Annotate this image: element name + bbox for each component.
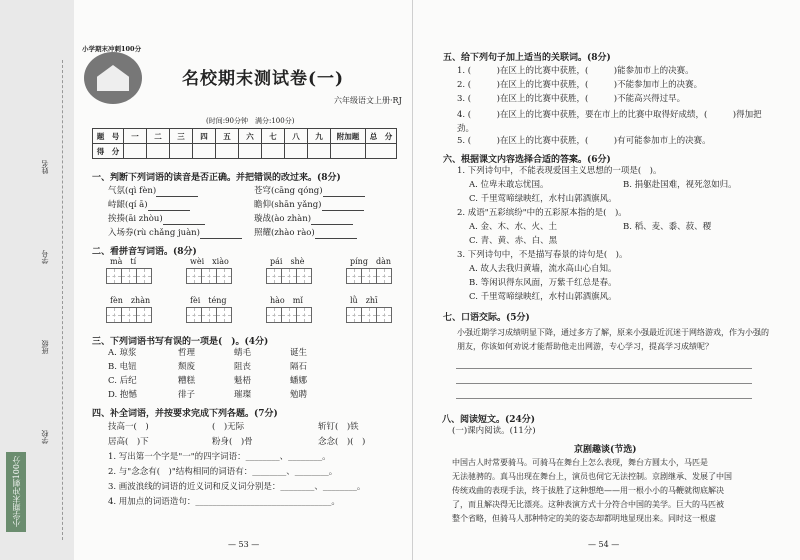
score-cell[interactable]	[147, 144, 170, 159]
brand-badge-text: 小学期末冲刺100分	[82, 45, 142, 53]
q5-item[interactable]: 3. ( )在区上的比赛中获胜，( )不能高兴得过早。	[457, 94, 686, 104]
passage-line: 整个省略，但骑马人那种特定的美的姿态却都明地显现出来。同时这一根虚	[452, 514, 716, 523]
q5-item[interactable]: 5. ( )在区上的比赛中获胜，( )有可能参加市上的决赛。	[457, 136, 711, 146]
score-cell[interactable]	[170, 144, 193, 159]
passage-line: 传统戏曲的表现手法，终于拔胜了这种想绝——用一根小小的马鞭就彻底解决	[452, 486, 724, 495]
q6-question: 1. 下列诗句中，不能表现爱国主义思想的一项是( )。	[457, 166, 662, 176]
score-cell[interactable]	[262, 144, 285, 159]
passage-line: 了，而且解决得无比漂亮。这种表演方式十分符合中国的美学。巨大的马匹被	[452, 500, 724, 509]
q1-item: 气氛(qì fèn)	[108, 186, 198, 197]
score-header: 二	[147, 129, 170, 144]
q4-sub[interactable]: 4. 用加点的词语造句：________________________________。	[108, 497, 340, 507]
q5-item[interactable]: 1. ( )在区上的比赛中获胜，( )能参加市上的决赛。	[457, 66, 694, 76]
subtitle: 六年级语文上册·RJ	[334, 96, 402, 105]
pinyin-label: pái shè	[270, 257, 305, 266]
score-row	[93, 144, 397, 159]
score-header: 五	[216, 129, 239, 144]
tian-grid[interactable]	[106, 268, 151, 284]
q1-title: 一、判断下列词语的读音是否正确。并把错误的改过来。(8分)	[92, 173, 341, 183]
score-header: 附加题	[331, 129, 366, 144]
q6-option[interactable]: B. 捐躯赴国难，视死忽如归。	[623, 180, 737, 190]
q4-word[interactable]: 念念( )( )	[318, 437, 366, 447]
pinyin-label: fèi téng	[190, 296, 227, 305]
q6-option[interactable]: C. 青、黄、赤、白、黑	[469, 236, 558, 246]
q2-title: 二、看拼音写词语。(8分)	[92, 247, 197, 257]
class-label: 班级	[41, 340, 49, 354]
q4-word[interactable]: 斩钉( )铁	[318, 422, 359, 432]
q5-item[interactable]: 4. ( )在区上的比赛中获胜，要在市上的比赛中取得好成绩，( )得加把劲。	[457, 110, 762, 134]
q4-word[interactable]: 居高( )下	[108, 437, 149, 447]
score-cell[interactable]	[124, 144, 147, 159]
passage-line: 中国古人时常要骑马。可骑马在舞台上怎么表现，舞台方圆太小，马匹是	[452, 458, 708, 467]
pinyin-label: hào mǐ	[270, 296, 303, 305]
time-score: (时间:90分钟 满分:100分)	[206, 117, 295, 125]
page-number-right: — 54 —	[588, 540, 620, 549]
score-header: 三	[170, 129, 193, 144]
score-cell[interactable]	[216, 144, 239, 159]
tian-grid[interactable]	[266, 307, 311, 323]
pinyin-label: wèi xiào	[190, 257, 229, 266]
q4-word[interactable]: 技高一( )	[108, 422, 149, 432]
tian-grid[interactable]	[346, 268, 391, 284]
score-header: 七	[262, 129, 285, 144]
tian-grid[interactable]	[266, 268, 311, 284]
q1-item: 照耀(zhào rào)	[254, 228, 357, 239]
q1-item: 挨揍(āi zhòu)	[108, 214, 205, 225]
q1-item: 入场券(rù chǎng juàn)	[108, 228, 242, 239]
student-id-label: 学号	[41, 250, 49, 264]
score-header: 九	[308, 129, 331, 144]
house-icon	[97, 65, 129, 91]
q6-option[interactable]: A. 金、木、水、火、土	[469, 222, 558, 232]
q4-title: 四、补全词语，并按要求完成下列各题。(7分)	[92, 409, 278, 419]
q7-prompt: 小强近期学习成绩明显下降，通过多方了解，原来小强最近沉迷于网络游戏，作为小强的朋友，你该如何劝说才能帮助他走出网游，专心学习，提高学习成绩呢？	[457, 328, 769, 351]
score-cell[interactable]	[285, 144, 308, 159]
q7-title: 七、口语交际。(5分)	[443, 313, 530, 323]
score-header: 八	[285, 129, 308, 144]
q6-question: 3. 下列诗句中，不是描写春景的诗句是( )。	[457, 250, 628, 260]
tian-grid[interactable]	[346, 307, 391, 323]
q3-title: 三、下列词语书写有误的一项是( )。(4分)	[92, 337, 269, 347]
q4-sub[interactable]: 2. 与"念念有( )"结构相同的词语有：________、________。	[108, 467, 338, 477]
q6-option[interactable]: B. 等闲识得东风面，万紫千红总是春。	[469, 278, 617, 288]
brand-strip	[6, 452, 26, 532]
q8-title: 八、阅读短文。(24分)	[442, 415, 536, 425]
score-cell[interactable]	[308, 144, 331, 159]
q3-option[interactable]: C. 后纪 糟糕 魁梧 蟠娜	[108, 376, 308, 386]
score-row-label: 得 分	[93, 144, 124, 159]
q1-item: 苍穹(cāng qóng)	[254, 186, 365, 197]
pinyin-label: mà tí	[110, 257, 137, 266]
q3-option[interactable]: D. 抱憾 徘子 璀璨 勉聘	[108, 390, 308, 400]
score-table	[92, 128, 397, 159]
page-number-left: — 53 —	[228, 540, 260, 549]
q1-item: 峙龈(qí ā)	[108, 200, 190, 211]
brand-logo	[84, 52, 142, 104]
q6-question: 2. 成语"五彩缤纷"中的五彩原本指的是( )。	[457, 208, 627, 218]
cut-line	[62, 60, 64, 540]
name-label: 姓名	[41, 160, 49, 174]
score-header: 六	[239, 129, 262, 144]
score-header: 题 号	[93, 129, 124, 144]
q6-option[interactable]: A. 故人去我归黄墙，流水高山心自知。	[469, 264, 617, 274]
q5-item[interactable]: 2. ( )在区上的比赛中获胜，( )不能参加市上的决赛。	[457, 80, 703, 90]
passage-title: 京剧趣谈(节选)	[574, 445, 637, 455]
brand-strip-text: 小学期末冲刺100分	[12, 456, 21, 528]
answer-line[interactable]	[456, 398, 752, 399]
q1-item: 璇战(ào zhàn)	[254, 214, 353, 225]
score-header: 总 分	[366, 129, 397, 144]
score-header-row	[93, 129, 397, 144]
q6-option[interactable]: C. 千里莺啼绿映红，水村山郭酒旗风。	[469, 292, 617, 302]
answer-line[interactable]	[456, 383, 752, 384]
q6-option[interactable]: B. 稻、麦、黍、菽、稷	[623, 222, 712, 232]
pinyin-label: lǜ zhī	[350, 296, 378, 305]
pinyin-label: píng dàn	[350, 257, 391, 266]
passage-line: 无法驰骋的。真马出现在舞台上，演员也伺它无法控制。京剧继承、发展了中国	[452, 472, 732, 481]
tian-grid[interactable]	[186, 307, 231, 323]
q4-word[interactable]: ( )无际	[212, 422, 245, 432]
score-cell[interactable]	[331, 144, 366, 159]
score-header: 四	[193, 129, 216, 144]
score-header: 一	[124, 129, 147, 144]
school-label: 学校	[41, 430, 49, 444]
tian-grid[interactable]	[186, 268, 231, 284]
q6-title: 六、根据课文内容选择合适的答案。(6分)	[443, 155, 611, 165]
q3-option[interactable]: A. 琼浆 哲理 蜻毛 诞生	[108, 348, 308, 358]
q8-sub: (一)课内阅读。(11分)	[452, 426, 536, 436]
score-cell[interactable]	[366, 144, 397, 159]
score-cell[interactable]	[193, 144, 216, 159]
q3-option[interactable]: B. 电钮 颓废 阻丧 隔石	[108, 362, 308, 372]
q1-item: 瞻仰(shān yǎng)	[254, 200, 364, 211]
q4-word[interactable]: 粉身( )骨	[212, 437, 253, 447]
tian-grid[interactable]	[106, 307, 151, 323]
score-cell[interactable]	[239, 144, 262, 159]
pinyin-label: fèn zhàn	[110, 296, 151, 305]
q4-sub[interactable]: 1. 写出第一个字是"一"的四字词语：________、________。	[108, 452, 331, 462]
q6-option[interactable]: A. 位卑未敢忘忧国。	[469, 180, 549, 190]
q4-sub[interactable]: 3. 画波浪线的词语的近义词和反义词分别是：________、________。	[108, 482, 366, 492]
answer-line[interactable]	[456, 368, 752, 369]
q6-option[interactable]: C. 千里莺啼绿映红，水村山郭酒旗风。	[469, 194, 617, 204]
page-title: 名校期末测试卷(一)	[182, 69, 345, 89]
q5-title: 五、给下列句子加上适当的关联词。(8分)	[443, 53, 611, 63]
